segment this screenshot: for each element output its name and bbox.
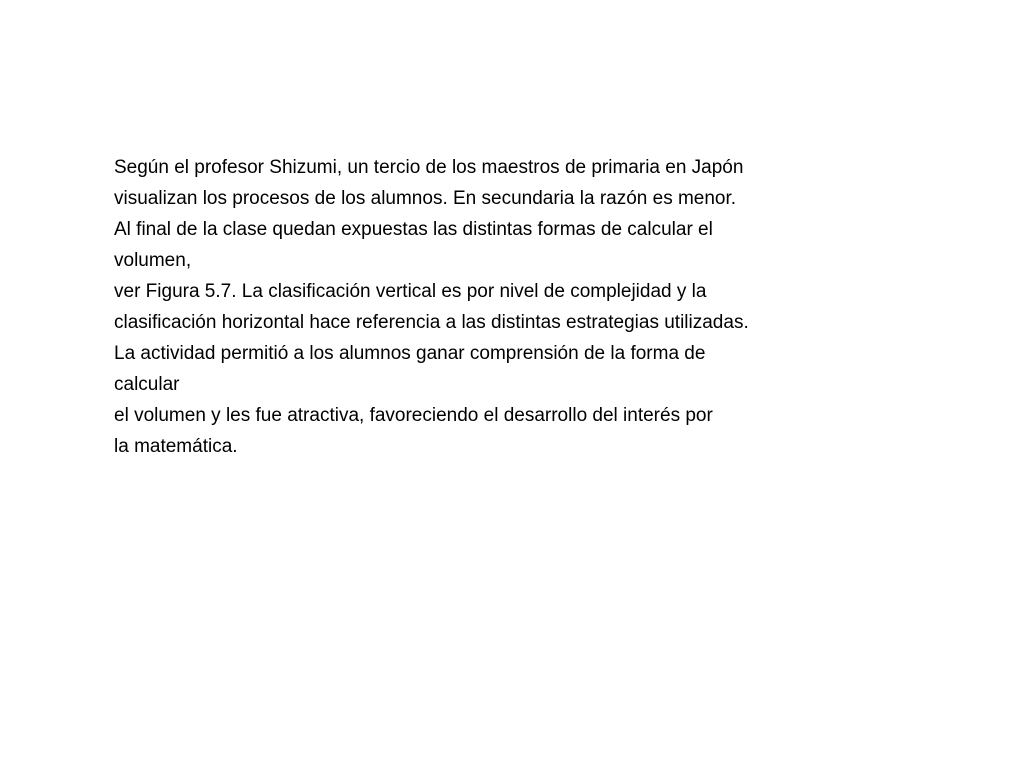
text-line: el volumen y les fue atractiva, favoreciendo el desarrollo del interés por [114,405,713,426]
text-line: La actividad permitió a los alumnos ganar comprensión de la forma de [114,343,706,364]
slide-body-text [114,152,994,462]
text-line: ver Figura 5.7. La clasificación vertical es por nivel de complejidad y la [114,281,707,302]
text-line: visualizan los procesos de los alumnos. En secundaria la razón es menor. [114,188,737,209]
text-line: calcular [114,374,180,395]
text-line: volumen, [114,250,192,271]
text-line: la matemática. [114,436,238,457]
text-line: Al final de la clase quedan expuestas las distintas formas de calcular el [114,219,713,240]
text-line: Según el profesor Shizumi, un tercio de los maestros de primaria en Japón [114,157,744,178]
text-line: clasificación horizontal hace referencia a las distintas estrategias utilizadas. [114,312,749,333]
